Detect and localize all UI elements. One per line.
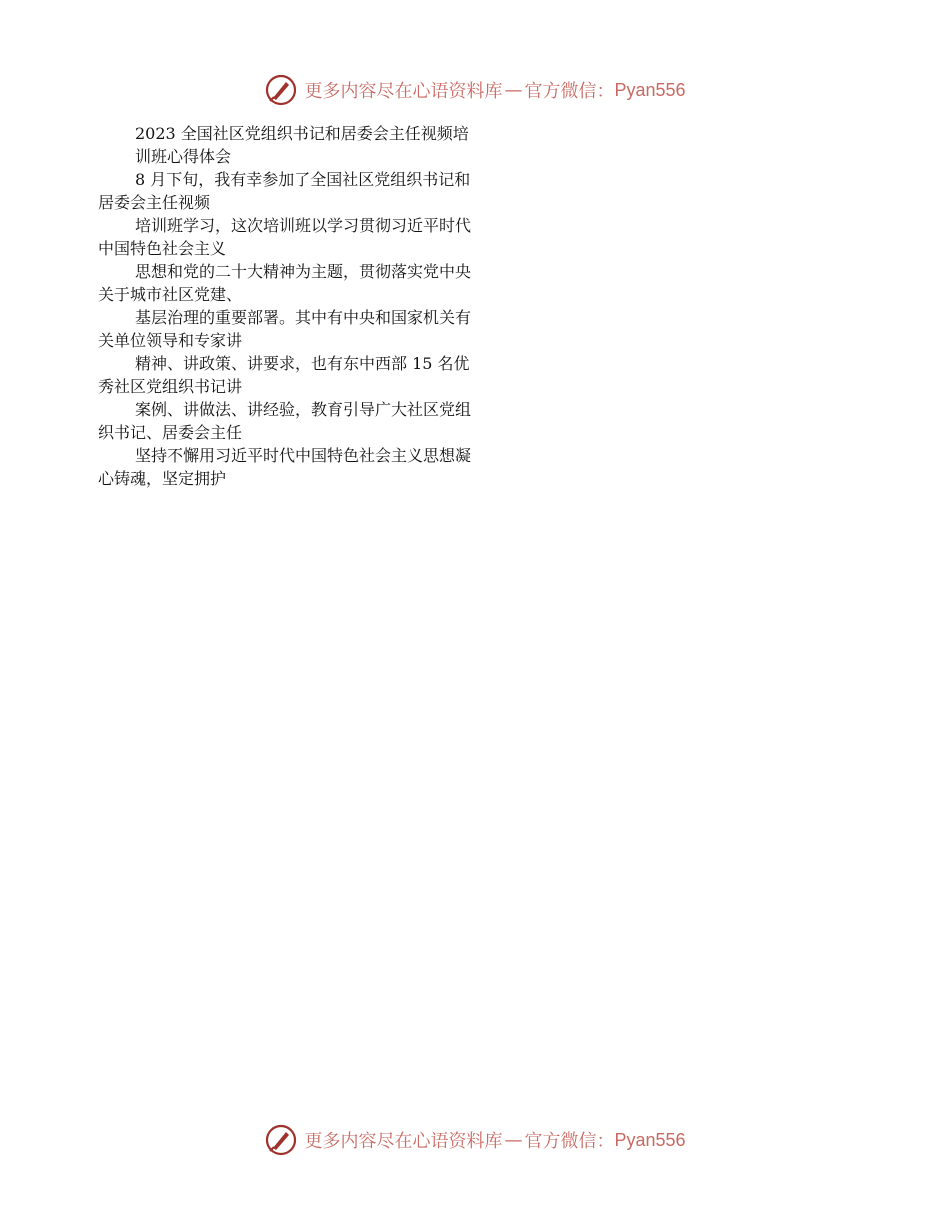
body-line: 思想和党的二十大精神为主题，贯彻落实党中央 — [135, 262, 472, 281]
watermark-wechat-id: Pyan556 — [614, 79, 686, 100]
body-line: 精神、讲政策、讲要求，也有东中西部 15 名优 — [135, 354, 470, 373]
body-line: 中国特色社会主义 — [98, 239, 227, 258]
watermark-suffix-label: 官方微信： — [524, 81, 615, 102]
body-line: 关于城市社区党建、 — [98, 285, 243, 304]
body-line: 心铸魂，坚定拥护 — [98, 469, 227, 488]
footer-watermark — [0, 1120, 950, 1160]
watermark-separator: — — [504, 1129, 523, 1151]
quill-logo-icon — [264, 1123, 298, 1157]
quill-logo-icon — [264, 73, 298, 107]
watermark-separator: — — [504, 79, 523, 101]
body-line: 居委会主任视频 — [98, 193, 211, 212]
title-line-2: 训班心得体会 — [135, 147, 232, 166]
document-body — [98, 121, 850, 489]
body-line: 坚持不懈用习近平时代中国特色社会主义思想凝 — [135, 446, 472, 465]
watermark-text: 更多内容尽在心语资料库 — [304, 1131, 503, 1152]
body-line: 关单位领导和专家讲 — [98, 331, 243, 350]
body-line: 案例、讲做法、讲经验，教育引导广大社区党组 — [135, 400, 472, 419]
watermark-suffix-label: 官方微信： — [524, 1131, 615, 1152]
body-line: 8 月下旬，我有幸参加了全国社区党组织书记和 — [135, 170, 471, 189]
body-line: 织书记、居委会主任 — [98, 423, 243, 442]
watermark-wechat-id: Pyan556 — [614, 1129, 686, 1150]
title-line-1: 2023 全国社区党组织书记和居委会主任视频培 — [135, 124, 469, 143]
body-line: 培训班学习，这次培训班以学习贯彻习近平时代 — [135, 216, 472, 235]
header-watermark — [0, 70, 950, 110]
body-line: 秀社区党组织书记讲 — [98, 377, 243, 396]
body-line: 基层治理的重要部署。其中有中央和国家机关有 — [135, 308, 472, 327]
watermark-text: 更多内容尽在心语资料库 — [304, 81, 503, 102]
